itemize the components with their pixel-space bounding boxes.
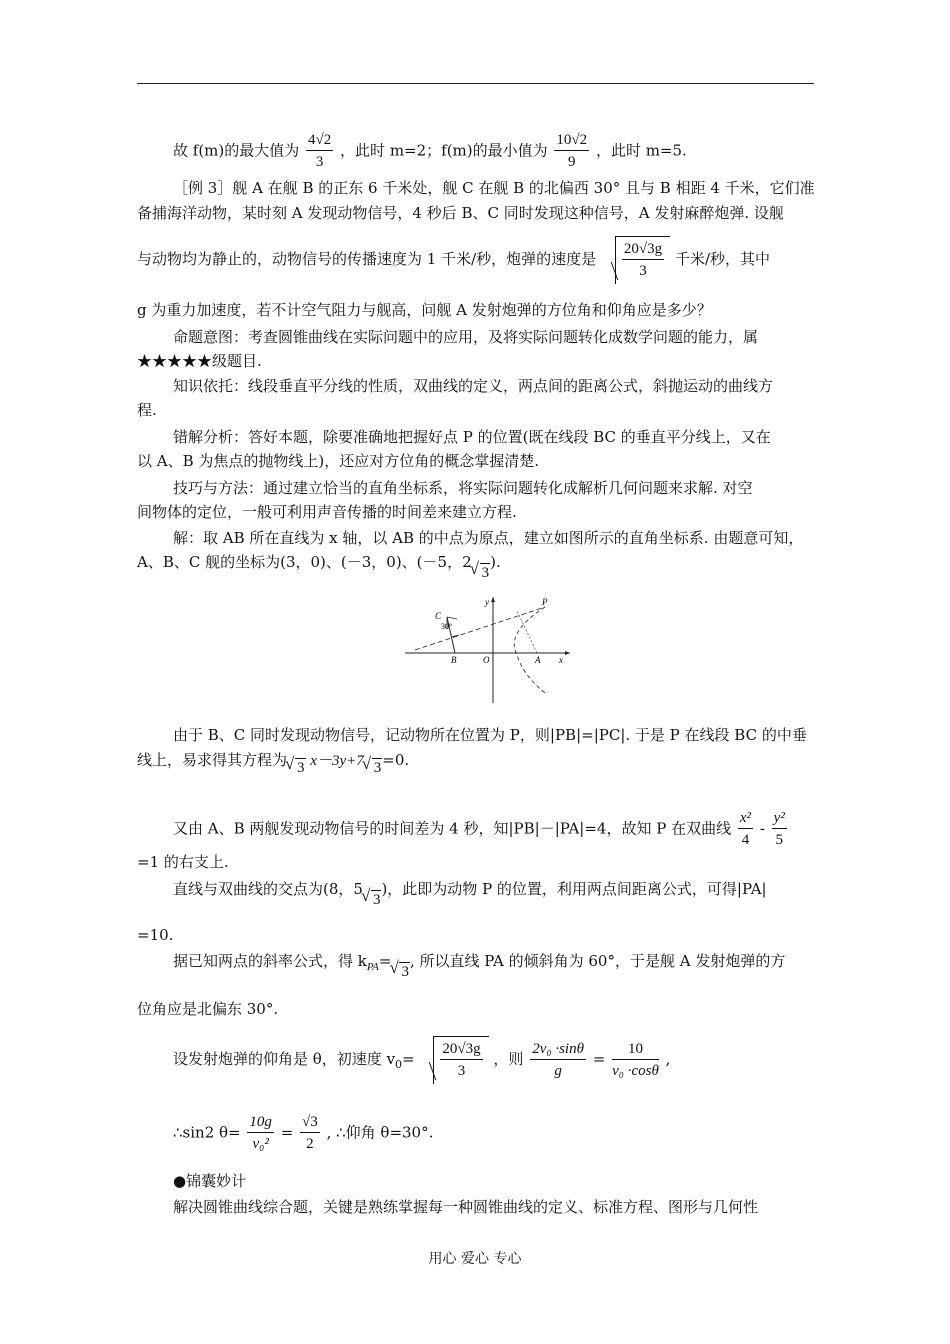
knowledge-line-1: 知识依托：线段垂直平分线的性质，双曲线的定义，两点间的距离公式，斜抛运动的曲线方 — [173, 377, 774, 395]
label-o: O — [483, 655, 490, 665]
page-footer: 用心 爱心 专心 — [428, 1251, 522, 1267]
tips-line-1: 解决圆锥曲线综合题，关键是熟练掌握每一种圆锥曲线的定义、标准方程、图形与几何性 — [173, 1198, 759, 1216]
text: ，此时 m=2；f(m)的最小值为 — [340, 141, 548, 160]
p2-line-2: =1 的右支上. — [137, 853, 229, 871]
tips-title: ●锦囊妙计 — [173, 1172, 247, 1190]
fraction-max: $\frac{4√2}{3}$ — [308, 132, 332, 170]
example-line-2: 备捕海洋动物，某时刻 A 发现动物信号，4 秒后 B、C 同时发现这种信号，A 发射麻醉炮弹. 设舰 — [137, 204, 784, 222]
fraction-sin: $\frac{10g}{\text{v₀²}}$ — [249, 1114, 272, 1152]
intent-line-1: 命题意图：考查圆锥曲线在实际问题中的应用，及将实际问题转化成数学问题的能力，属 — [173, 328, 759, 346]
knowledge-line-2: 程. — [137, 401, 157, 419]
label-c: C — [435, 611, 442, 621]
text: 故 f(m)的最大值为 — [173, 141, 300, 160]
error-line-1: 错解分析：答好本题，除要准确地把握好点 P 的位置(既在线段 BC 的垂直平分线上，又在 — [173, 428, 771, 446]
label-y: y — [485, 597, 489, 607]
x-axis-arrow — [565, 651, 570, 655]
p3-line-1: 直线与双曲线的交点为(8，5√ 3)，此即为动物 P 的位置，利用两点间距离公式，可得|PA| — [173, 878, 767, 900]
p1-line-2: 线上，易求得其方程为√ 3 x－3y+7√ 3=0. — [137, 749, 409, 772]
max-min-line — [173, 130, 687, 173]
p4-line-2: 位角应是北偏东 30°. — [137, 1000, 279, 1018]
y-axis-arrow — [491, 597, 495, 602]
skill-line-1: 技巧与方法：通过建立恰当的直角坐标系，将实际问题转化成解析几何问题来求解. 对空 — [173, 479, 753, 497]
segment-pa — [517, 611, 537, 653]
c-marker — [447, 617, 457, 619]
fraction-root3-half: $\frac{√3}{2}$ — [302, 1114, 318, 1152]
fraction-y2: $\frac{\text{y²}}{5}$ — [773, 810, 785, 848]
fraction-range-right: $\frac{10}{\text{v₀ ·cosθ}}$ — [612, 1040, 659, 1079]
label-b: B — [451, 655, 457, 665]
label-p: P — [542, 597, 548, 607]
label-angle: 30° — [441, 622, 453, 631]
p6-line: ∴sin2 θ= $\frac{10g}{\text{v₀²}}$ = $\frac{√3}{2}$ , ∴仰角 θ=30°. — [173, 1112, 433, 1155]
example-line-4: g 为重力加速度，若不计空气阻力与舰高，问舰 A 发射炮弹的方位角和仰角应是多少？ — [137, 301, 712, 319]
p4-line-1: 据已知两点的斜率公式，得 $k_{PA}=√$ 3, 所以直线 PA 的倾斜角为 60°，于是舰 A 发射炮弹的方 — [173, 950, 785, 978]
p2-line-1: 又由 A、B 两舰发现动物信号的时间差为 4 秒，知|PB|－|PA|=4，故知 P 在双曲线 $\frac{\text{x²}}{4}$ - $\frac{\text{y²}}{5}$ — [173, 808, 789, 851]
fraction-min: $\frac{10√2}{9}$ — [556, 132, 588, 170]
coordinate-diagram — [405, 593, 575, 705]
skill-line-2: 间物体的定位，一般可利用声音传播的时间差来建立方程. — [137, 503, 517, 521]
label-a: A — [535, 655, 541, 665]
p3-line-2: =10. — [137, 926, 174, 944]
fraction-x2: $\frac{\text{x²}}{4}$ — [739, 810, 752, 848]
text: ，此时 m=5. — [595, 141, 687, 160]
solution-line-1: 解：取 AB 所在直线为 x 轴，以 AB 的中点为原点，建立如图所示的直角坐标系. 由题意可知， — [173, 529, 804, 547]
example-line-1: ［例 3］舰 A 在舰 B 的正东 6 千米处，舰 C 在舰 B 的北偏西 30° 且与 B 相距 4 千米，它们准 — [173, 179, 815, 197]
label-x: x — [559, 655, 563, 665]
intent-line-2: ★★★★★级题目. — [137, 352, 262, 370]
p5-line: 设发射炮弹的仰角是 θ，初速度 $v_0=$ $\frac{20√3g}{3}$ ，则 $\frac{\text{2v₀ ·sinθ}}{g}$ = $\frac{10}{\text{v₀ ·cosθ}}$ , — [173, 1036, 670, 1084]
p1-line-1: 由于 B、C 同时发现动物信号，记动物所在位置为 P，则|PB|=|PC|. 于是 P 在线段 BC 的中垂 — [173, 726, 807, 744]
hyperbola-branch — [514, 607, 545, 693]
error-line-2: 以 A、B 为焦点的抛物线上)，还应对方位角的概念掌握清楚. — [137, 452, 540, 470]
solution-line-2: A、B、C 舰的坐标为(3，0)、(－3，0)、(－5，2√ 3). — [137, 551, 501, 573]
speed-radical: $\frac{20√3g}{3}$ — [601, 236, 670, 284]
header-rule — [137, 83, 814, 84]
velocity-radical: $\frac{20√3g}{3}$ — [419, 1036, 488, 1084]
example-line-3: 与动物均为静止的，动物信号的传播速度为 1 千米/秒，炮弹的速度是 $\frac{20√3g}{3}$ 千米/秒，其中 — [137, 236, 770, 284]
fraction-range-left: $\frac{\text{2v₀ ·sinθ}}{g}$ — [532, 1040, 584, 1079]
